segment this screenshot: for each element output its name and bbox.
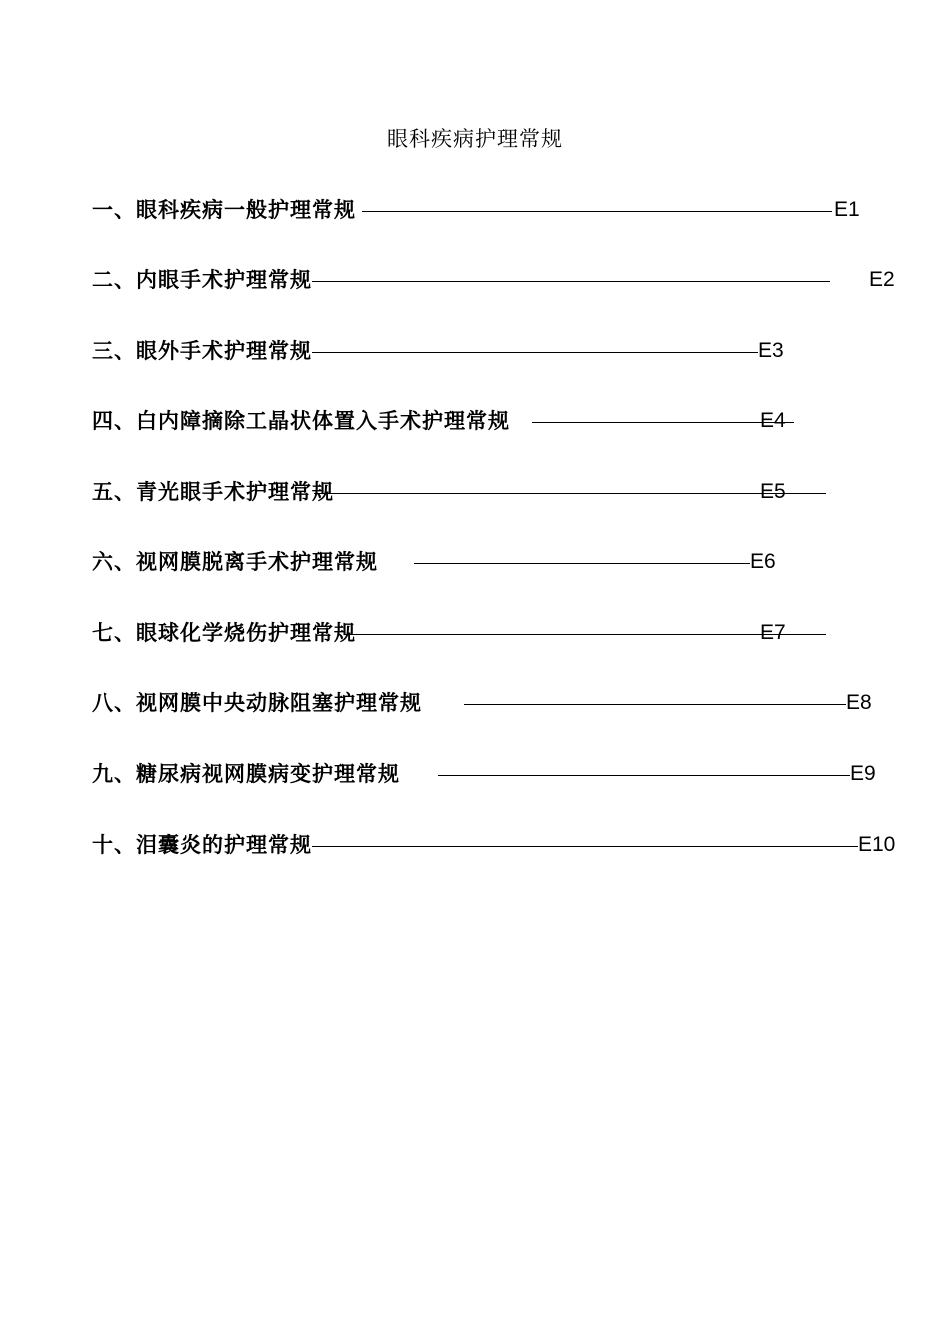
toc-leader-line [344,634,826,635]
toc-entry-label: 九、糖尿病视网膜病变护理常规 [92,762,400,786]
toc-page-number: E4 [760,409,786,432]
toc-leader-line [438,775,850,776]
toc-page-number: E5 [760,480,786,503]
toc-entry [92,335,812,367]
toc-leader-line [414,563,750,564]
toc-entry-label: 二、内眼手术护理常规 [92,268,312,292]
toc-page-number: E1 [834,198,860,221]
toc-entry-label: 一、眼科疾病一般护理常规 [92,198,356,222]
toc-leader-line [362,211,832,212]
toc-leader-line [464,704,846,705]
toc-leader-line [312,846,858,847]
toc-entry [92,546,812,578]
toc-entry [92,194,872,226]
toc-entry [92,405,812,437]
toc-page-number: E9 [850,762,876,785]
toc-page-number: E8 [846,691,872,714]
toc-page-number: E7 [760,621,786,644]
toc-entry-label: 七、眼球化学烧伤护理常规 [92,621,356,645]
toc-page-number: E3 [758,339,784,362]
toc-entry-label: 六、视网膜脱离手术护理常规 [92,550,378,574]
toc-entry-label: 三、眼外手术护理常规 [92,339,312,363]
toc-leader-line [532,422,794,423]
toc-leader-line [312,352,758,353]
document-title: 眼科疾病护理常规 [387,127,563,151]
toc-entry [92,758,892,790]
toc-entry [92,264,912,296]
toc-entry-label: 八、视网膜中央动脉阻塞护理常规 [92,691,422,715]
toc-page-number: E2 [869,268,895,291]
toc-entry-label: 四、白内障摘除工晶状体置入手术护理常规 [92,409,510,433]
toc-entry [92,829,912,861]
toc-entry-label: 五、青光眼手术护理常规 [92,480,334,504]
toc-entry [92,617,852,649]
toc-leader-line [314,493,826,494]
toc-page-number: E10 [858,833,896,856]
toc-entry-label: 十、泪囊炎的护理常规 [92,833,312,857]
toc-entry [92,687,892,719]
toc-page-number: E6 [750,550,776,573]
toc-leader-line [312,281,830,282]
toc-entry [92,476,852,508]
